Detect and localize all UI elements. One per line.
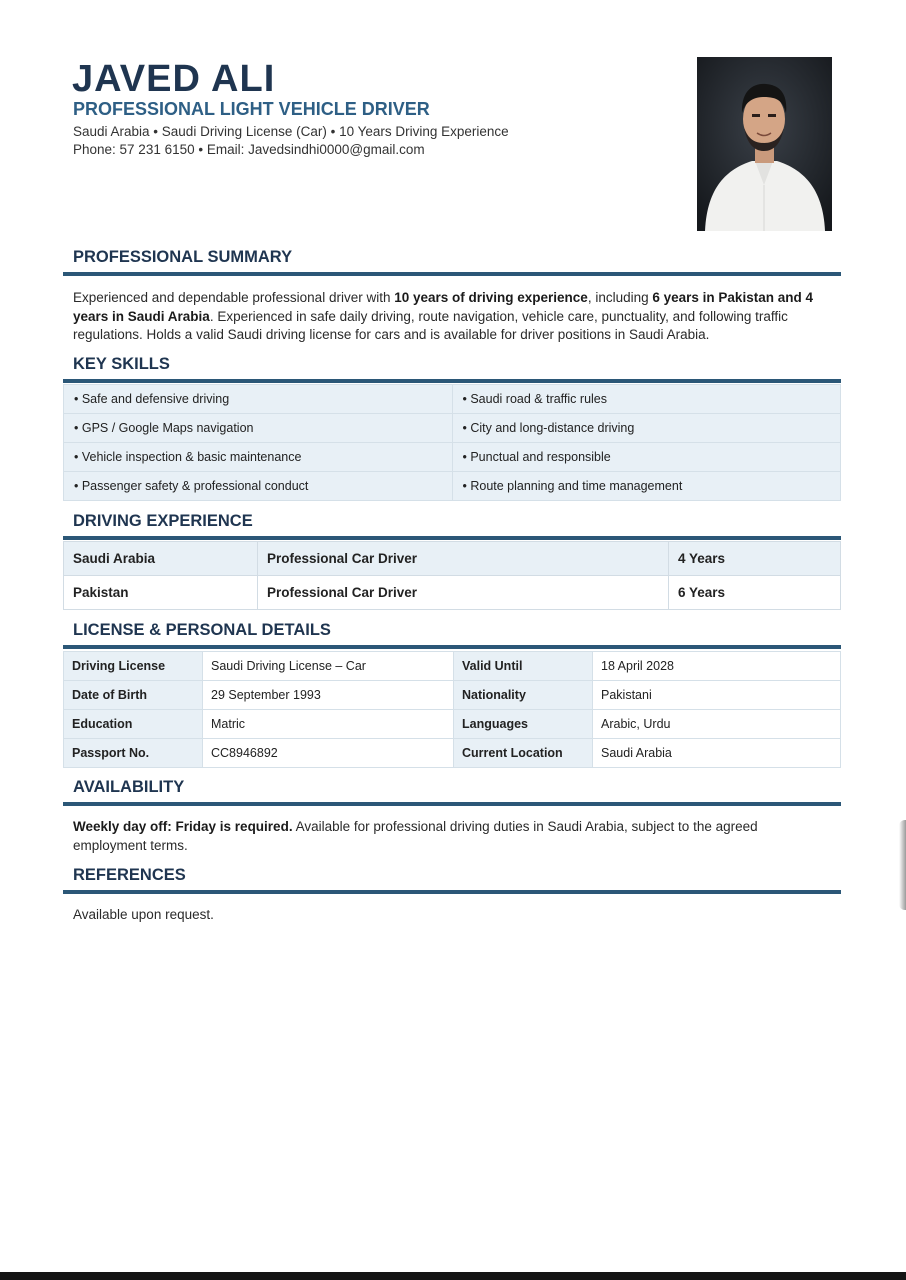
experience-table <box>63 541 841 610</box>
skill-item: • GPS / Google Maps navigation <box>64 414 453 443</box>
summary-text-part: , including <box>587 290 653 305</box>
detail-label: Nationality <box>454 681 593 710</box>
skill-item: • Vehicle inspection & basic maintenance <box>64 443 453 472</box>
detail-value: Saudi Driving License – Car <box>203 652 454 681</box>
table-row <box>64 739 841 768</box>
summary-text-part: Experienced and dependable professional driver with <box>73 290 395 305</box>
experience-position: Professional Car Driver <box>258 542 669 576</box>
skills-table <box>63 384 841 501</box>
availability-dayoff: Weekly day off: Friday is required. <box>73 819 293 834</box>
experience-duration: 6 Years <box>669 576 841 610</box>
section-divider <box>63 379 841 383</box>
table-row <box>64 385 841 414</box>
skill-item: • Route planning and time management <box>452 472 841 501</box>
references-text: Available upon request. <box>73 907 214 922</box>
detail-value: CC8946892 <box>203 739 454 768</box>
detail-label: Education <box>64 710 203 739</box>
skill-item: • Saudi road & traffic rules <box>452 385 841 414</box>
detail-value: Arabic, Urdu <box>593 710 841 739</box>
detail-value: Pakistani <box>593 681 841 710</box>
skills-heading: KEY SKILLS <box>73 355 170 373</box>
portrait-image <box>697 57 832 231</box>
detail-value: 29 September 1993 <box>203 681 454 710</box>
candidate-name: JAVED ALI <box>72 58 276 100</box>
table-row <box>64 542 841 576</box>
section-divider <box>63 645 841 649</box>
bottom-edge <box>0 1272 906 1280</box>
table-row <box>64 681 841 710</box>
skill-item: • Punctual and responsible <box>452 443 841 472</box>
skill-item: • Safe and defensive driving <box>64 385 453 414</box>
detail-value: Saudi Arabia <box>593 739 841 768</box>
section-divider <box>63 536 841 540</box>
availability-text <box>73 818 833 855</box>
experience-position: Professional Car Driver <box>258 576 669 610</box>
summary-highlight-countries: 6 years in Pakistan and 4 years in Saudi Arabia <box>73 290 813 324</box>
table-row <box>64 472 841 501</box>
availability-details: Available for professional driving duties in Saudi Arabia, subject to the agreed employment terms. <box>73 819 758 853</box>
section-divider <box>63 890 841 894</box>
experience-country: Pakistan <box>64 576 258 610</box>
skill-item: • City and long-distance driving <box>452 414 841 443</box>
experience-heading: DRIVING EXPERIENCE <box>73 512 253 530</box>
experience-country: Saudi Arabia <box>64 542 258 576</box>
section-divider <box>63 802 841 806</box>
detail-label: Languages <box>454 710 593 739</box>
experience-duration: 4 Years <box>669 542 841 576</box>
detail-label: Date of Birth <box>64 681 203 710</box>
page-edge-shadow <box>899 820 906 910</box>
detail-value: Matric <box>203 710 454 739</box>
detail-value: 18 April 2028 <box>593 652 841 681</box>
summary-text <box>73 289 833 345</box>
references-heading: REFERENCES <box>73 866 186 884</box>
availability-heading: AVAILABILITY <box>73 778 185 796</box>
detail-label: Valid Until <box>454 652 593 681</box>
profile-photo <box>697 57 832 231</box>
section-divider <box>63 272 841 276</box>
skill-item: • Passenger safety & professional conduct <box>64 472 453 501</box>
table-row <box>64 710 841 739</box>
license-details-table <box>63 651 841 768</box>
table-row <box>64 652 841 681</box>
summary-text-part: . Experienced in safe daily driving, route navigation, vehicle care, punctuality, and following traffic regulations. Holds a valid Saudi driving license for cars and is available for driver positions in Saudi Arabia. <box>73 308 788 342</box>
detail-label: Driving License <box>64 652 203 681</box>
license-heading: LICENSE & PERSONAL DETAILS <box>73 621 331 639</box>
job-title: PROFESSIONAL LIGHT VEHICLE DRIVER <box>73 99 430 119</box>
table-row <box>64 414 841 443</box>
detail-label: Current Location <box>454 739 593 768</box>
table-row <box>64 576 841 610</box>
summary-heading: PROFESSIONAL SUMMARY <box>73 248 293 266</box>
table-row <box>64 443 841 472</box>
summary-highlight-experience: 10 years of driving experience <box>394 290 588 305</box>
contact-phone-email-line: Phone: 57 231 6150 • Email: Javedsindhi0000@gmail.com <box>73 142 425 157</box>
detail-label: Passport No. <box>64 739 203 768</box>
contact-summary-line: Saudi Arabia • Saudi Driving License (Car) • 10 Years Driving Experience <box>73 124 509 139</box>
